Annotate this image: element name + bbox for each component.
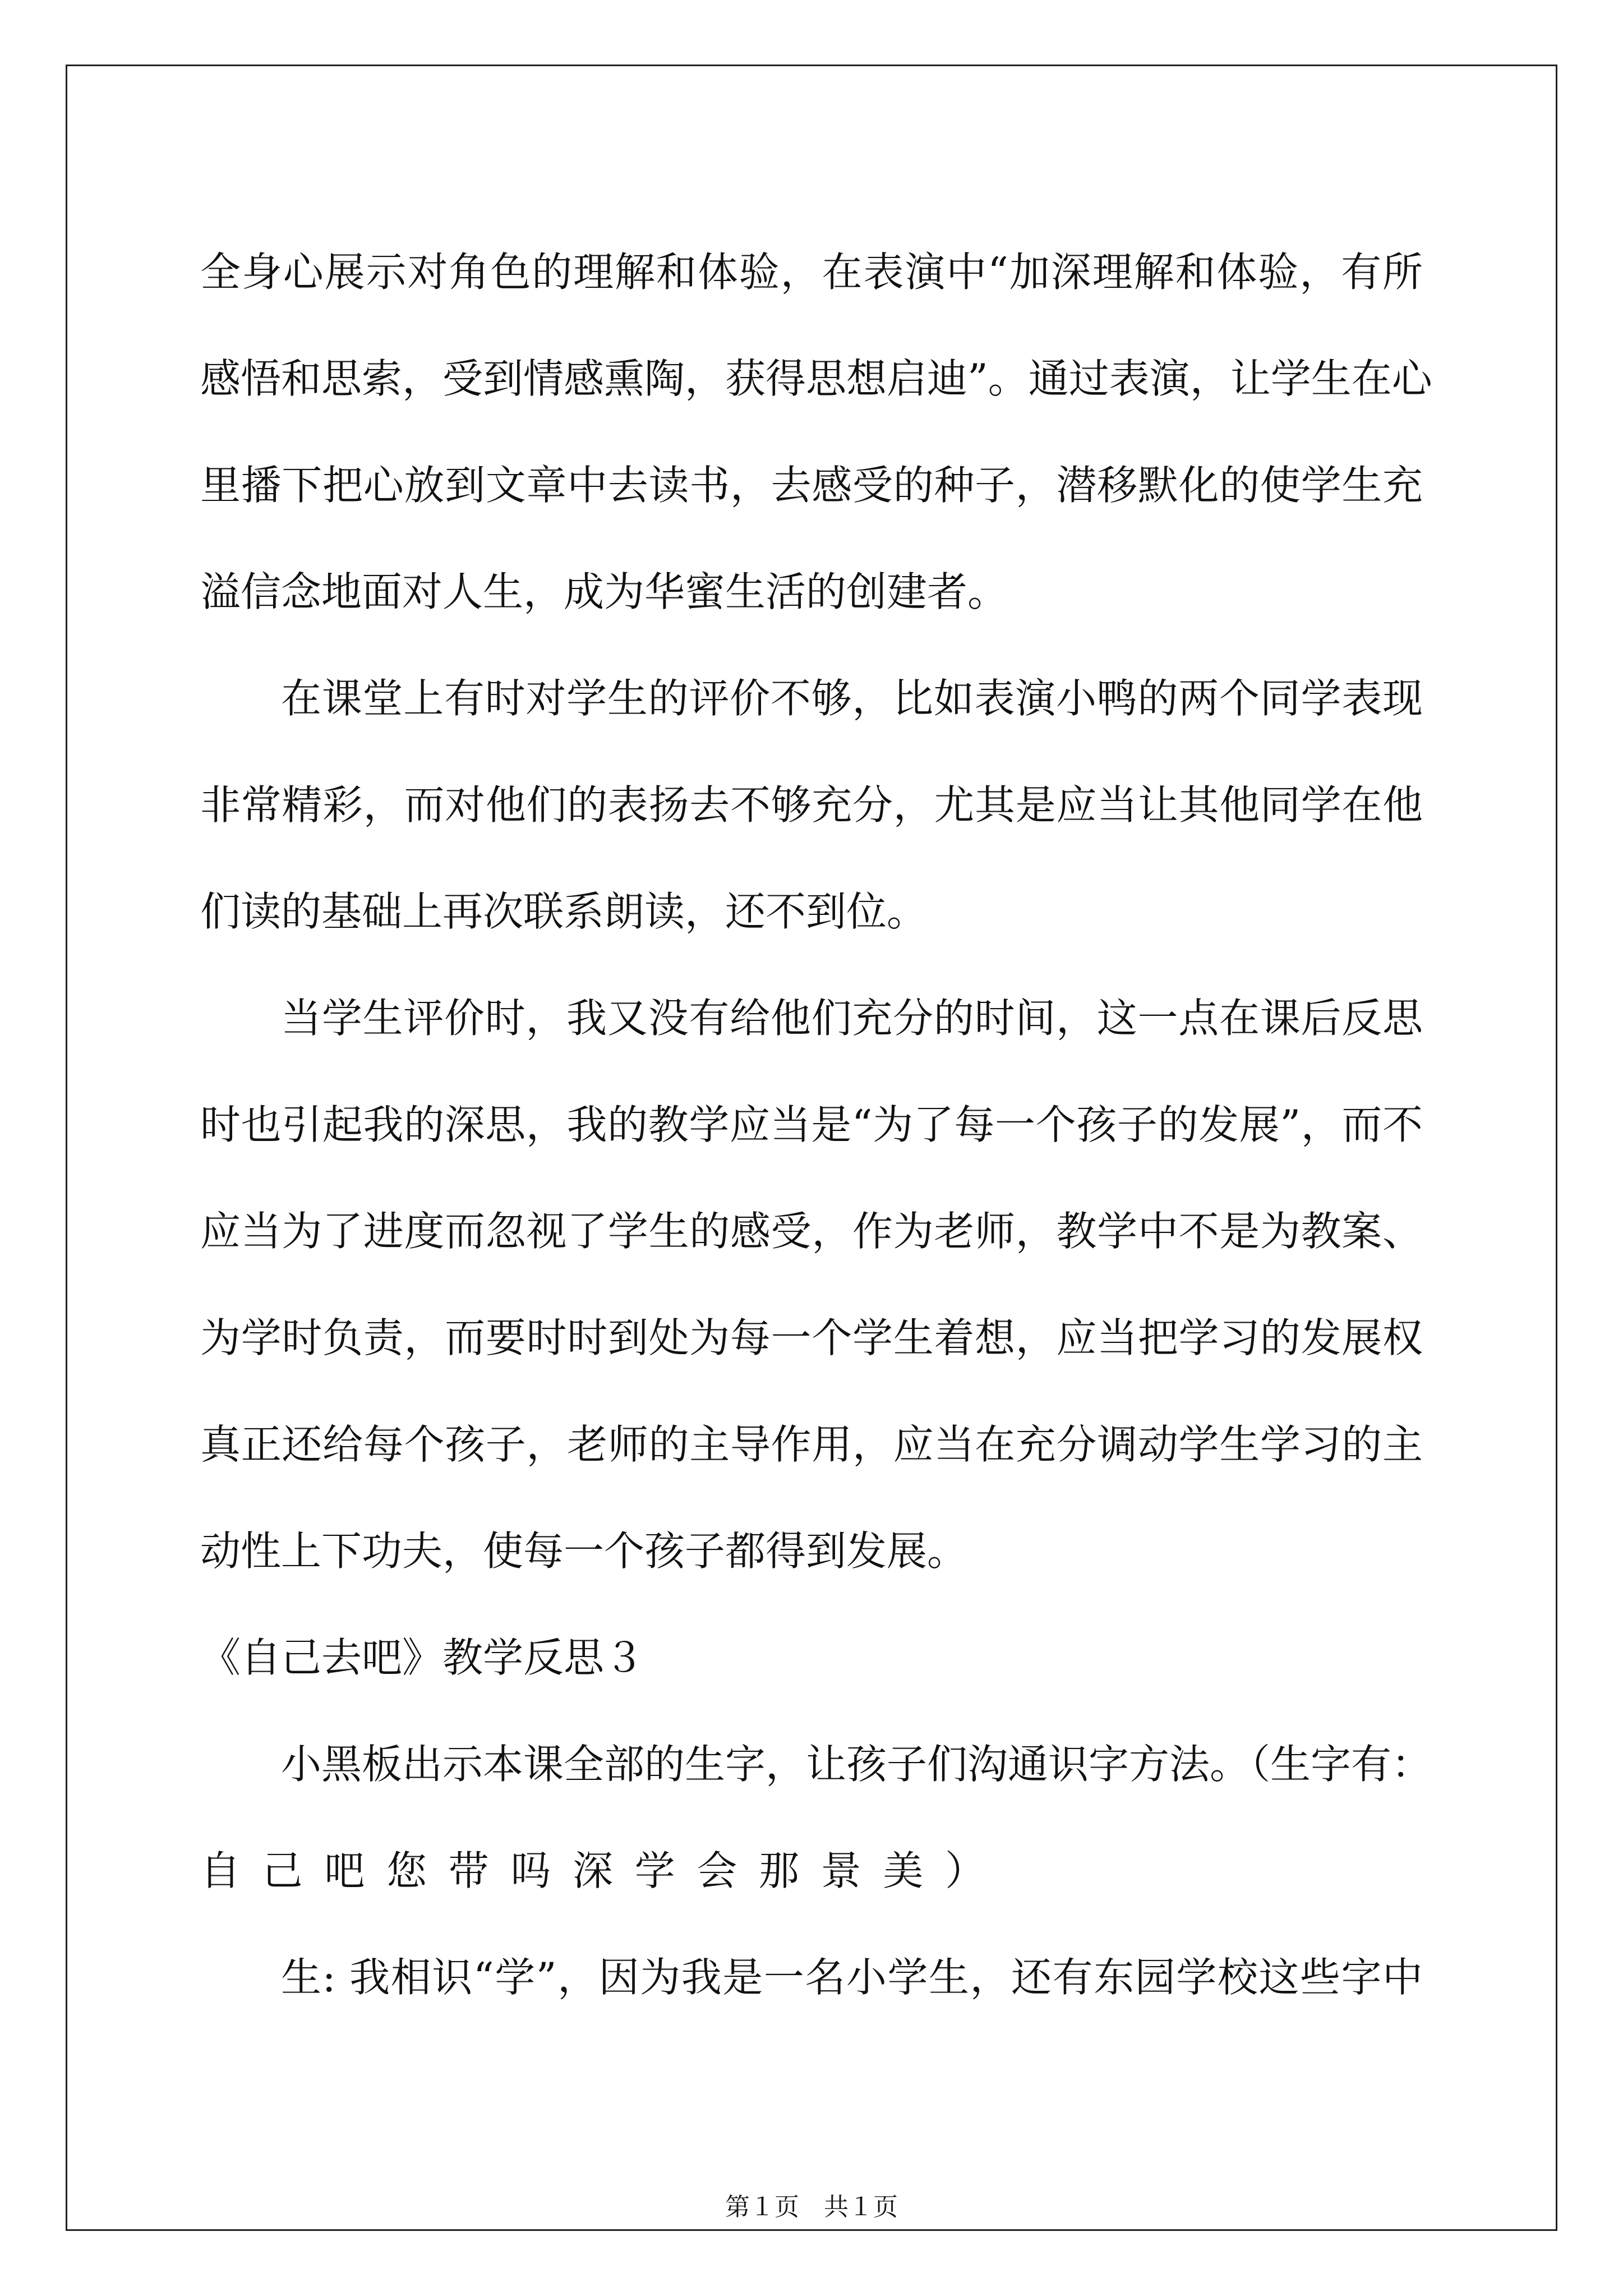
text-line: 动性上下功夫，使每一个孩子都得到发展。 bbox=[200, 1527, 968, 1575]
document-body bbox=[200, 219, 1432, 2031]
text-line: 小黑板出示本课全部的生字，让孩子们沟通识字方法。（生字有： bbox=[281, 1741, 1432, 1788]
text-line: 里播下把心放到文章中去读书，去感受的种子，潜移默化的使学生充 bbox=[200, 462, 1423, 509]
text-line: 们读的基础上再次联系朗读，还不到位。 bbox=[200, 888, 928, 935]
text-line: 非常精彩，而对他们的表扬去不够充分，尤其是应当让其他同学在他 bbox=[200, 781, 1423, 829]
text-line: 为学时负责，而要时时到处为每一个学生着想，应当把学习的发展权 bbox=[200, 1314, 1423, 1361]
section-heading: 《自己去吧》教学反思３ bbox=[200, 1634, 645, 1681]
page-footer: 第１页 共１页 bbox=[725, 2193, 898, 2221]
text-line: 真正还给每个孩子，老师的主导作用，应当在充分调动学生学习的主 bbox=[200, 1421, 1423, 1468]
text-line: 时也引起我的深思，我的教学应当是“为了每一个孩子的发展”，而不 bbox=[200, 1101, 1423, 1148]
text-line: 在课堂上有时对学生的评价不够，比如表演小鸭的两个同学表现 bbox=[281, 675, 1423, 722]
text-line: 当学生评价时，我又没有给他们充分的时间，这一点在课后反思 bbox=[281, 995, 1423, 1042]
text-line: 全身心展示对角色的理解和体验，在表演中“加深理解和体验，有所 bbox=[200, 249, 1423, 296]
text-line: 自 己 吧 您 带 吗 深 学 会 那 景 美 ） bbox=[200, 1847, 985, 1894]
text-line: 溢信念地面对人生，成为华蜜生活的创建者。 bbox=[200, 568, 1008, 615]
text-line: 感悟和思索，受到情感熏陶，获得思想启迪”。通过表演，让学生在心 bbox=[200, 355, 1432, 402]
text-line: 生: 我相识“学”，因为我是一名小学生，还有东园学校这些字中 bbox=[281, 1954, 1423, 2001]
text-line: 应当为了进度而忽视了学生的感受，作为老师，教学中不是为教案、 bbox=[200, 1208, 1423, 1255]
